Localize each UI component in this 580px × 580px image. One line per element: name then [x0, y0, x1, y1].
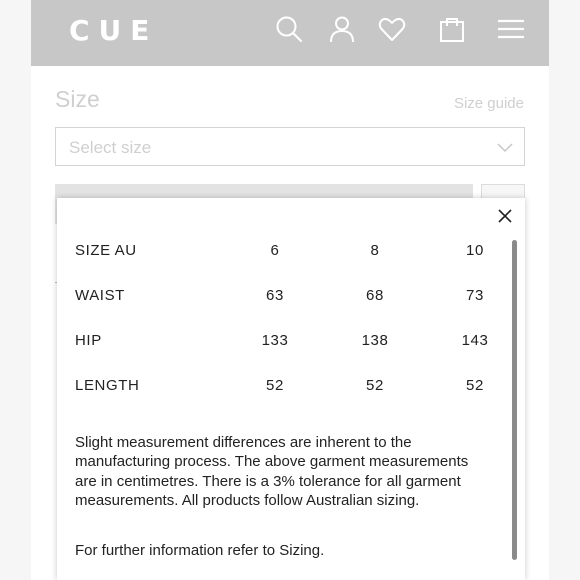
size-guide-modal: [57, 198, 525, 580]
table-row: [75, 273, 525, 318]
size-heading: Size: [55, 86, 100, 112]
sizing-info-link[interactable]: For further information refer to Sizing.: [75, 542, 325, 559]
measurement-note: Slight measurement differences are inherent to the manufacturing process. The above garment measurements are in centimetres. There is a 3% tolerance for all garment measurements. All products follow Australian sizing.: [75, 434, 469, 510]
table-cell: 52: [466, 377, 484, 394]
brand-logo[interactable]: CUE: [69, 14, 159, 47]
right-frame-margin: [549, 0, 580, 580]
size-chart-table: [75, 228, 525, 408]
search-icon[interactable]: [274, 14, 304, 44]
mobile-viewport: [31, 0, 549, 580]
account-icon[interactable]: [327, 14, 357, 44]
close-icon[interactable]: [497, 208, 513, 224]
menu-icon[interactable]: [496, 14, 526, 44]
size-guide-link[interactable]: Size guide: [453, 95, 524, 112]
table-row: [75, 228, 525, 273]
table-cell: 143: [461, 332, 489, 349]
chevron-down-icon: [496, 138, 514, 156]
table-cell: 52: [266, 377, 284, 394]
site-header: [31, 0, 549, 66]
row-label: WAIST: [75, 287, 125, 304]
size-select[interactable]: [55, 127, 525, 166]
table-cell: 6: [270, 242, 280, 259]
row-label: HIP: [75, 332, 102, 349]
left-frame-margin: [0, 0, 31, 580]
table-row: [75, 318, 525, 363]
table-cell: 63: [266, 287, 284, 304]
table-cell: 52: [366, 377, 384, 394]
table-row: [75, 363, 525, 408]
table-cell: 138: [361, 332, 389, 349]
modal-scrollbar[interactable]: [512, 240, 517, 560]
row-label: LENGTH: [75, 377, 140, 394]
heart-icon[interactable]: [377, 14, 407, 44]
row-label: SIZE AU: [75, 242, 137, 259]
table-cell: 133: [261, 332, 289, 349]
table-cell: 68: [366, 287, 384, 304]
table-cell: 73: [466, 287, 484, 304]
bag-icon[interactable]: [437, 14, 467, 44]
table-cell: 8: [370, 242, 380, 259]
table-cell: 10: [466, 242, 484, 259]
size-select-placeholder: Select size: [69, 138, 152, 157]
